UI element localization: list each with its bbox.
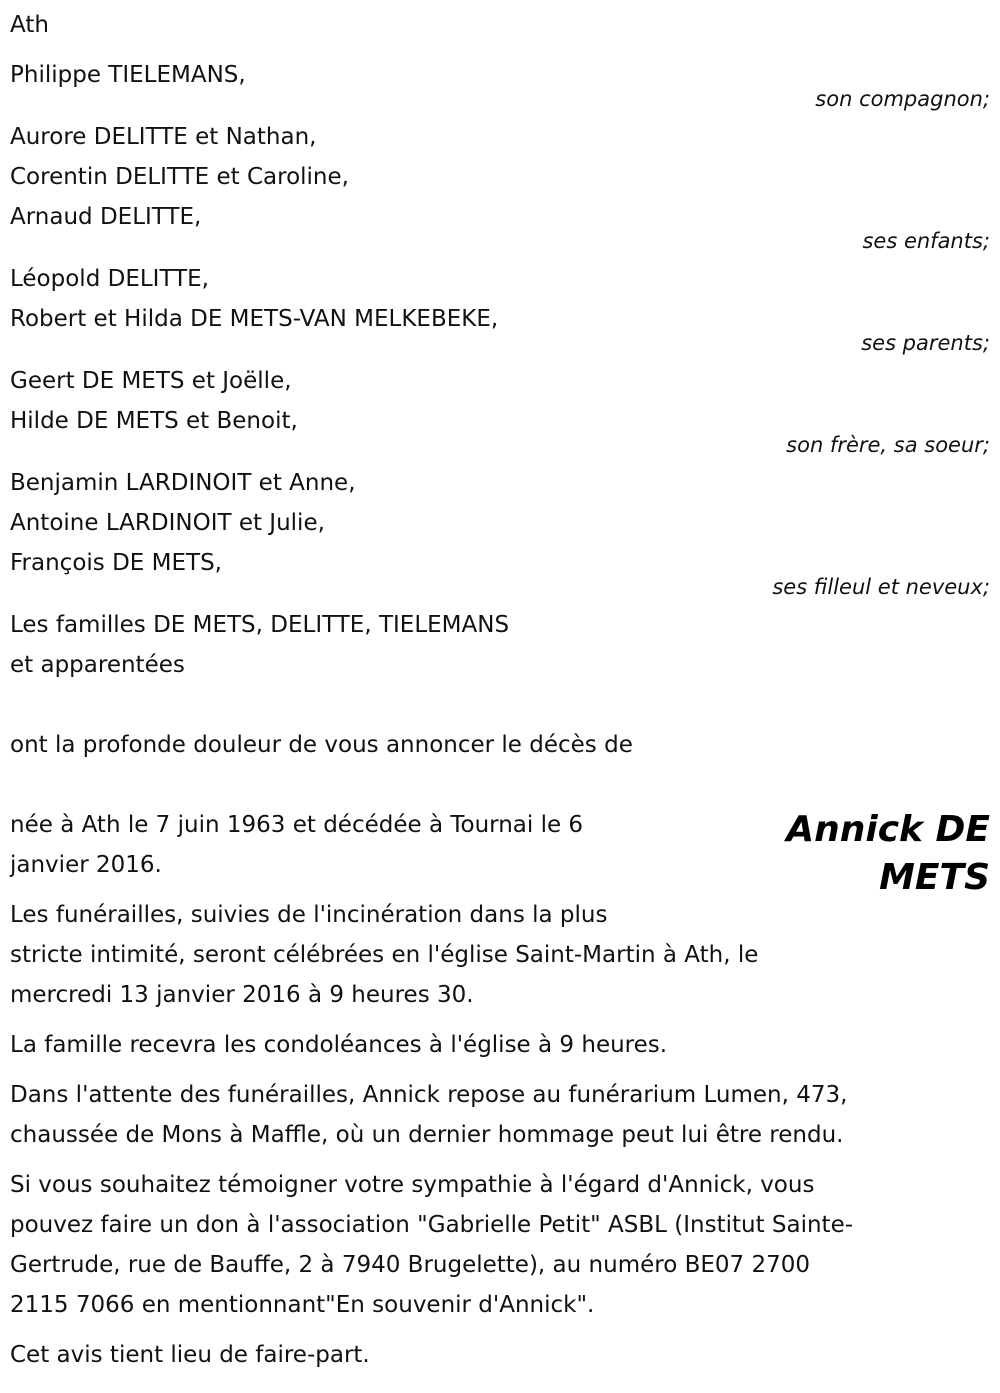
paragraph-line: Si vous souhaitez témoigner votre sympathie à l'égard d'Annick, vous [10,1172,815,1198]
family-member-line: Arnaud DELITTE, [10,204,202,230]
family-member-line: Hilde DE METS et Benoit, [10,408,298,434]
relationship-label: ses filleul et neveux; [772,575,990,599]
paragraph-line: pouvez faire un don à l'association "Gabrielle Petit" ASBL (Institut Sainte- [10,1212,854,1238]
family-member-line: Robert et Hilda DE METS-VAN MELKEBEKE, [10,306,499,332]
birth-death-line: née à Ath le 7 juin 1963 et décédée à Tournai le 6 [10,812,584,838]
relationship-label: ses enfants; [862,229,990,253]
family-member-line: Benjamin LARDINOIT et Anne, [10,470,356,496]
family-list [10,55,990,685]
paragraph [10,895,990,1015]
paragraph-line: Les funérailles, suivies de l'incinération dans la plus [10,902,608,928]
family-member-line: Geert DE METS et Joëlle, [10,368,292,394]
paragraph [10,1025,990,1065]
paragraph-line: chaussée de Mons à Maffle, où un dernier hommage peut lui être rendu. [10,1122,844,1148]
birth-death-line: janvier 2016. [10,852,162,878]
family-member-line: Aurore DELITTE et Nathan, [10,124,317,150]
relationship-label: ses parents; [861,331,990,355]
family-member-line: Corentin DELITTE et Caroline, [10,164,349,190]
paragraph [10,1165,990,1325]
family-member-line: Antoine LARDINOIT et Julie, [10,510,325,536]
deceased-name-line: METS [879,857,990,898]
relationship-label: son compagnon; [815,87,990,111]
family-member-line: Philippe TIELEMANS, [10,62,246,88]
relationship-label: son frère, sa soeur; [786,433,990,457]
paragraph-line: 2115 7066 en mentionnant"En souvenir d'Annick". [10,1292,595,1318]
paragraph-line: Cet avis tient lieu de faire-part. [10,1342,370,1368]
paragraph-line: Dans l'attente des funérailles, Annick repose au funérarium Lumen, 473, [10,1082,848,1108]
paragraph [10,1335,990,1375]
notice-body [10,895,990,1375]
family-member-line: Les familles DE METS, DELITTE, TIELEMANS [10,612,510,638]
announcement: ont la profonde douleur de vous annoncer le décès de [10,732,633,758]
deceased-name [786,806,990,902]
family-group [10,55,990,111]
place: Ath [10,12,49,38]
paragraph-line: Gertrude, rue de Bauffe, 2 à 7940 Brugelette), au numéro BE07 2700 [10,1252,811,1278]
paragraph-line: La famille recevra les condoléances à l'église à 9 heures. [10,1032,668,1058]
family-member-line: et apparentées [10,652,185,678]
obituary-notice [10,5,990,1375]
family-group [10,361,990,457]
deceased-name-line: Annick DE [786,809,990,850]
paragraph [10,1075,990,1155]
paragraph-line: mercredi 13 janvier 2016 à 9 heures 30. [10,982,474,1008]
family-group [10,463,990,599]
family-group [10,117,990,253]
paragraph-line: stricte intimité, seront célébrées en l'église Saint-Martin à Ath, le [10,942,759,968]
family-group [10,259,990,355]
family-group [10,605,990,685]
family-member-line: Léopold DELITTE, [10,266,209,292]
family-member-line: François DE METS, [10,550,222,576]
